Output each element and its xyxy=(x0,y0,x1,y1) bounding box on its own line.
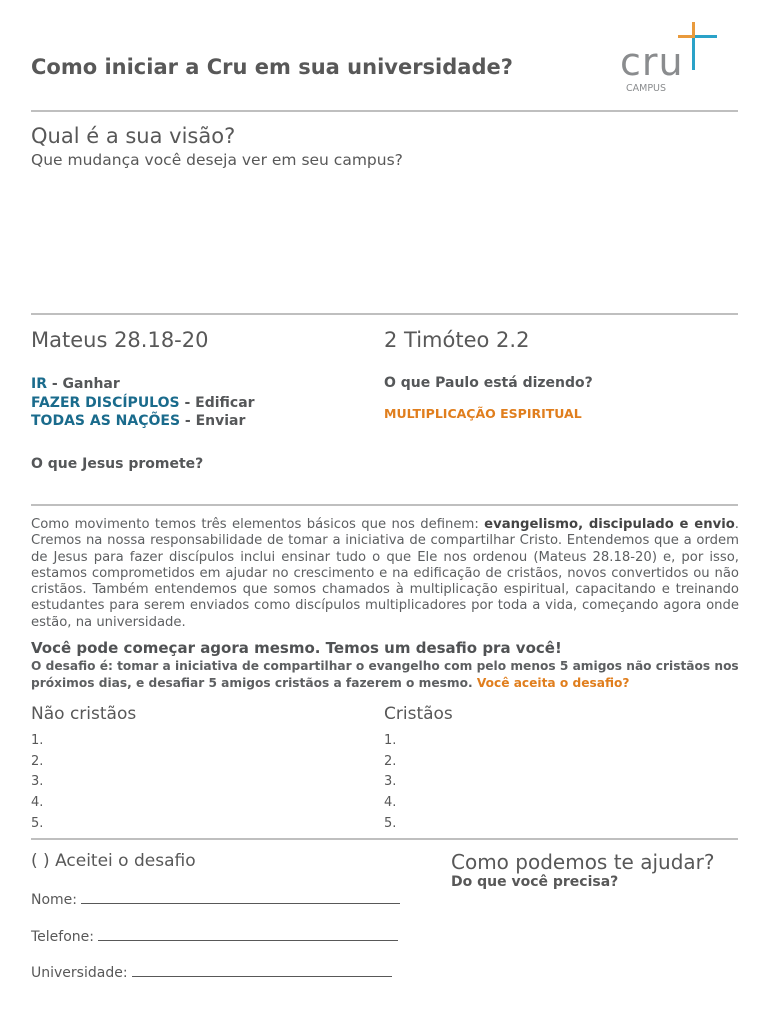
page-title: Como iniciar a Cru em sua universidade? xyxy=(31,55,513,79)
non-christians-title: Não cristãos xyxy=(31,704,137,724)
list-item: 1. xyxy=(384,733,397,748)
name-input-line[interactable] xyxy=(81,889,400,904)
name-label: Nome: xyxy=(31,892,78,908)
christians-title: Cristãos xyxy=(384,704,453,724)
non-christians-list xyxy=(31,731,43,835)
challenge-text: O desafio é: tomar a iniciativa de compartilhar o evangelho com pelo menos 5 amigos não cristãos nos próximos dias, e desafiar 5 amigos cristãos a fazerem o mesmo. Você aceita o desafio? xyxy=(31,659,739,690)
logo-wordmark: cru xyxy=(620,40,684,84)
divider xyxy=(31,110,738,112)
phone-input-line[interactable] xyxy=(98,926,398,941)
list-item: 2. xyxy=(384,753,397,769)
divider xyxy=(31,838,738,840)
matthew-lines xyxy=(31,375,255,431)
matthew-line: TODAS AS NAÇÕES - Enviar xyxy=(31,413,246,429)
list-item: 4. xyxy=(384,795,397,811)
list-item: 3. xyxy=(31,774,44,790)
timothy-ref: 2 Timóteo 2.2 xyxy=(384,328,530,352)
phone-field[interactable] xyxy=(31,926,398,945)
help-subtitle: Do que você precisa? xyxy=(451,874,619,890)
list-item: 5. xyxy=(384,815,397,831)
vision-title: Qual é a sua visão? xyxy=(31,124,236,148)
help-title: Como podemos te ajudar? xyxy=(451,850,715,874)
university-label: Universidade: xyxy=(31,965,128,981)
accept-challenge-checkbox[interactable]: ( ) Aceitei o desafio xyxy=(31,851,196,871)
matthew-ref: Mateus 28.18-20 xyxy=(31,328,209,352)
christians-list xyxy=(384,731,396,835)
list-item: 3. xyxy=(384,774,397,790)
list-item: 5. xyxy=(31,815,44,831)
movement-paragraph: Como movimento temos três elementos básicos que nos definem: evangelismo, discipulado e envio. Cremos na nossa responsabilidade de tomar a iniciativa de compartilhar Cristo. Entendemos que a ordem de Jesus para fazer discípulos inclui ensinar tudo o que Ele nos ordenou (Mateus 28.18-20) e, por isso, estamos comprometidos em ajudar no crescimento e na edificação de cristãos, novos convertidos ou não cristãos. Também entendemos que somos chamados à multiplicação espiritual, capacitando e treinando estudantes para serem enviados como discípulos multiplicadores por toda a vida, começando agora onde estão, na universidade. xyxy=(31,517,739,630)
matthew-line: FAZER DISCÍPULOS - Edificar xyxy=(31,394,255,411)
university-field[interactable] xyxy=(31,962,392,981)
matthew-line: IR - Ganhar xyxy=(31,376,120,392)
university-input-line[interactable] xyxy=(132,962,392,977)
jesus-question: O que Jesus promete? xyxy=(31,456,204,472)
challenge-heading: Você pode começar agora mesmo. Temos um desafio pra você! xyxy=(31,639,562,657)
divider xyxy=(31,313,738,315)
spiritual-multiplication: MULTIPLICAÇÃO ESPIRITUAL xyxy=(384,406,582,421)
list-item: 2. xyxy=(31,753,44,769)
paul-question: O que Paulo está dizendo? xyxy=(384,375,593,391)
phone-label: Telefone: xyxy=(31,929,94,945)
cru-logo xyxy=(620,20,720,98)
divider xyxy=(31,504,738,506)
challenge-cta: Você aceita o desafio? xyxy=(476,675,630,690)
vision-subtitle: Que mudança você deseja ver em seu campus? xyxy=(31,151,403,169)
logo-subtitle: CAMPUS xyxy=(626,83,667,94)
list-item: 4. xyxy=(31,795,44,811)
list-item: 1. xyxy=(31,733,44,748)
name-field[interactable] xyxy=(31,889,400,908)
